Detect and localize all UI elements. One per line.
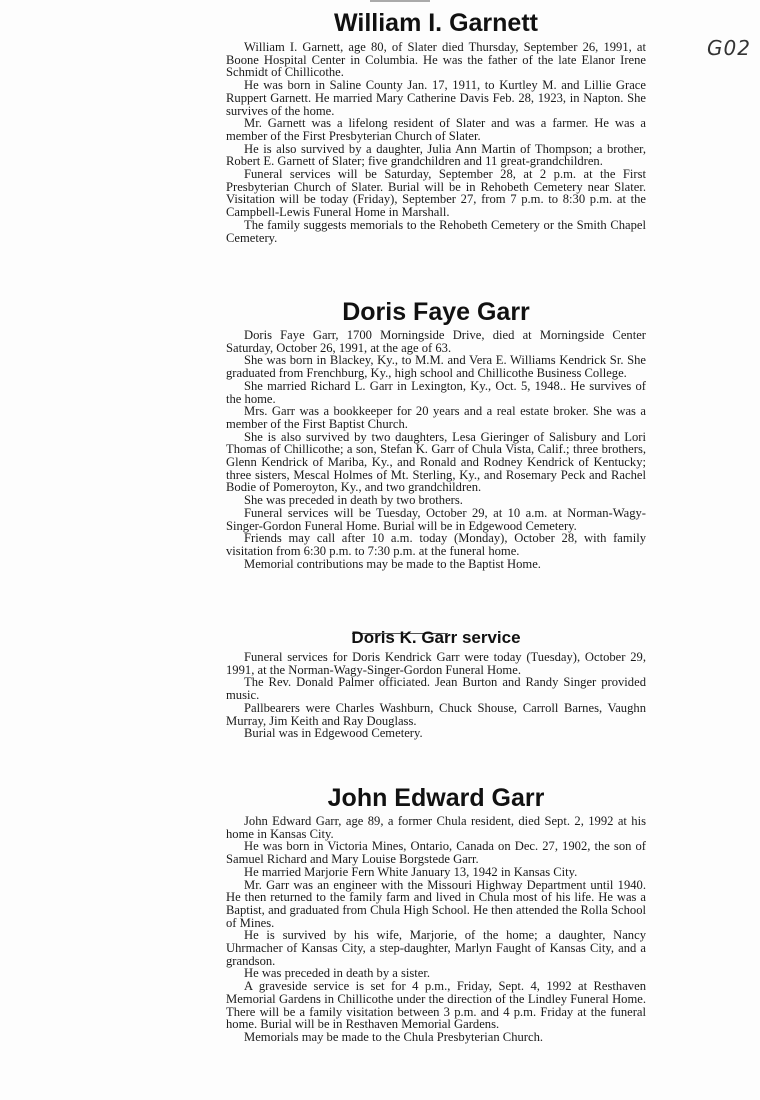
obituary-heading: Doris Faye Garr bbox=[342, 298, 530, 326]
handwritten-margin-note: G02 bbox=[707, 36, 751, 60]
obituary-paragraph: Funeral services will be Saturday, September 28, at 2 p.m. at the First Presbyterian Church of Slater. Burial will be in Rehobeth Cemetery near Slater. Visitation will be today (Friday), September 27, from 7 p.m. to 8:30 p.m. at the Campbell-Lewis Funeral Home in Marshall. bbox=[226, 167, 646, 220]
obituary-william-garnett bbox=[226, 8, 646, 244]
obituary-paragraph: A graveside service is set for 4 p.m., Friday, Sept. 4, 1992 at Resthaven Memorial Gardens in Chillicothe under the direction of the Lindley Funeral Home. There will be a family visitation between 3 p.m. and 4 p.m. Friday at the funeral home. Burial will be in Resthaven Memorial Gardens. bbox=[226, 979, 646, 1032]
obituary-paragraph: Funeral services will be Tuesday, October 29, at 10 a.m. at Norman-Wagy-Singer-Gordon Funeral Home. Burial will be in Edgewood Cemetery. bbox=[226, 505, 646, 533]
obituary-doris-faye-garr bbox=[226, 297, 646, 570]
obituary-paragraph: John Edward Garr, age 89, a former Chula resident, died Sept. 2, 1992 at his home in Kansas City. bbox=[226, 814, 646, 841]
obituary-paragraph: The Rev. Donald Palmer officiated. Jean Burton and Randy Singer provided music. bbox=[226, 675, 646, 703]
obituary-doris-k-garr-service bbox=[226, 628, 646, 740]
obituary-heading: William I. Garnett bbox=[334, 9, 538, 37]
obituary-paragraph: He married Marjorie Fern White January 13, 1942 in Kansas City. bbox=[244, 864, 578, 879]
obituary-paragraph: He was preceded in death by a sister. bbox=[244, 966, 431, 981]
page-edge-mark bbox=[370, 0, 430, 2]
obituary-paragraph: Mr. Garr was an engineer with the Missouri Highway Department until 1940. He then returned to the family farm and lived in Chula most of his life. He was a Baptist, and graduated from Chula High School. He then attended the Rolla School of Mines. bbox=[226, 877, 646, 930]
obituary-paragraph: She is also survived by two daughters, Lesa Gieringer of Salisbury and Lori Thomas of Chillicothe; a son, Stefan K. Garr of Chula Vista, Calif.; three brothers, Glenn Kendrick of Mariba, Ky., and Ronald and Rodney Kendrick of Kentucky; three sisters, Mescal Holmes of Mt. Sterling, Ky., and Rosemary Peck and Rachel Bodie of Pomeroyton, Ky., and two grandchildren. bbox=[226, 429, 646, 495]
obituary-paragraph: He was born in Saline County Jan. 17, 1911, to Kurtley M. and Lillie Grace Ruppert Garnett. He married Mary Catherine Davis Feb. 28, 1923, in Napton. She survives of the home. bbox=[226, 78, 646, 118]
obituary-paragraph: Memorial contributions may be made to the Baptist Home. bbox=[244, 556, 541, 571]
obituary-paragraph: Funeral services for Doris Kendrick Garr were today (Tuesday), October 29, 1991, at the Norman-Wagy-Singer-Gordon Funeral Home. bbox=[226, 650, 646, 677]
obituary-heading: Doris K. Garr service bbox=[351, 628, 521, 647]
obituary-john-edward-garr bbox=[226, 783, 646, 1044]
obituary-paragraph: He is also survived by a daughter, Julia Ann Martin of Thompson; a brother, Robert E. Garnett of Slater; five grandchildren and 11 great-grandchildren. bbox=[226, 141, 646, 169]
obituary-paragraph: The family suggests memorials to the Rehobeth Cemetery or the Smith Chapel Cemetery. bbox=[226, 217, 646, 245]
obituary-paragraph: Friends may call after 10 a.m. today (Monday), October 28, with family visitation from 6:30 p.m. to 7:30 p.m. at the funeral home. bbox=[226, 531, 646, 558]
obituary-paragraph: Memorials may be made to the Chula Presbyterian Church. bbox=[244, 1029, 544, 1044]
obituary-paragraph: Mr. Garnett was a lifelong resident of Slater and was a farmer. He was a member of the First Presbyterian Church of Slater. bbox=[226, 116, 646, 143]
obituary-paragraph: He was born in Victoria Mines, Ontario, Canada on Dec. 27, 1902, the son of Samuel Richard and Mary Louise Borgstede Garr. bbox=[226, 839, 646, 867]
obituary-paragraph: Mrs. Garr was a bookkeeper for 20 years and a real estate broker. She was a member of the First Baptist Church. bbox=[226, 404, 646, 431]
obituary-paragraph: Pallbearers were Charles Washburn, Chuck Shouse, Carroll Barnes, Vaughn Murray, Jim Keith and Ray Douglass. bbox=[226, 700, 646, 728]
obituary-paragraph: William I. Garnett, age 80, of Slater died Thursday, September 26, 1991, at Boone Hospital Center in Columbia. He was the father of the late Elanor Irene Schmidt of Chillicothe. bbox=[226, 40, 646, 80]
obituary-paragraph: He is survived by his wife, Marjorie, of the home; a daughter, Nancy Uhrmacher of Kansas City, a step-daughter, Marlyn Faught of Kansas City, and a grandson. bbox=[226, 928, 646, 968]
obituary-paragraph: She was preceded in death by two brothers. bbox=[244, 493, 463, 508]
obituary-paragraph: She was born in Blackey, Ky., to M.M. and Vera E. Williams Kendrick Sr. She graduated from Frenchburg, Ky., high school and Chillicothe Business College. bbox=[226, 353, 646, 381]
obituary-paragraph: Doris Faye Garr, 1700 Morningside Drive, died at Morningside Center Saturday, October 26, 1991, at the age of 63. bbox=[226, 328, 646, 355]
obituary-paragraph: Burial was in Edgewood Cemetery. bbox=[244, 726, 423, 741]
obituary-paragraph: She married Richard L. Garr in Lexington, Ky., Oct. 5, 1948.. He survives of the home. bbox=[226, 378, 646, 406]
obituary-heading: John Edward Garr bbox=[327, 784, 545, 812]
